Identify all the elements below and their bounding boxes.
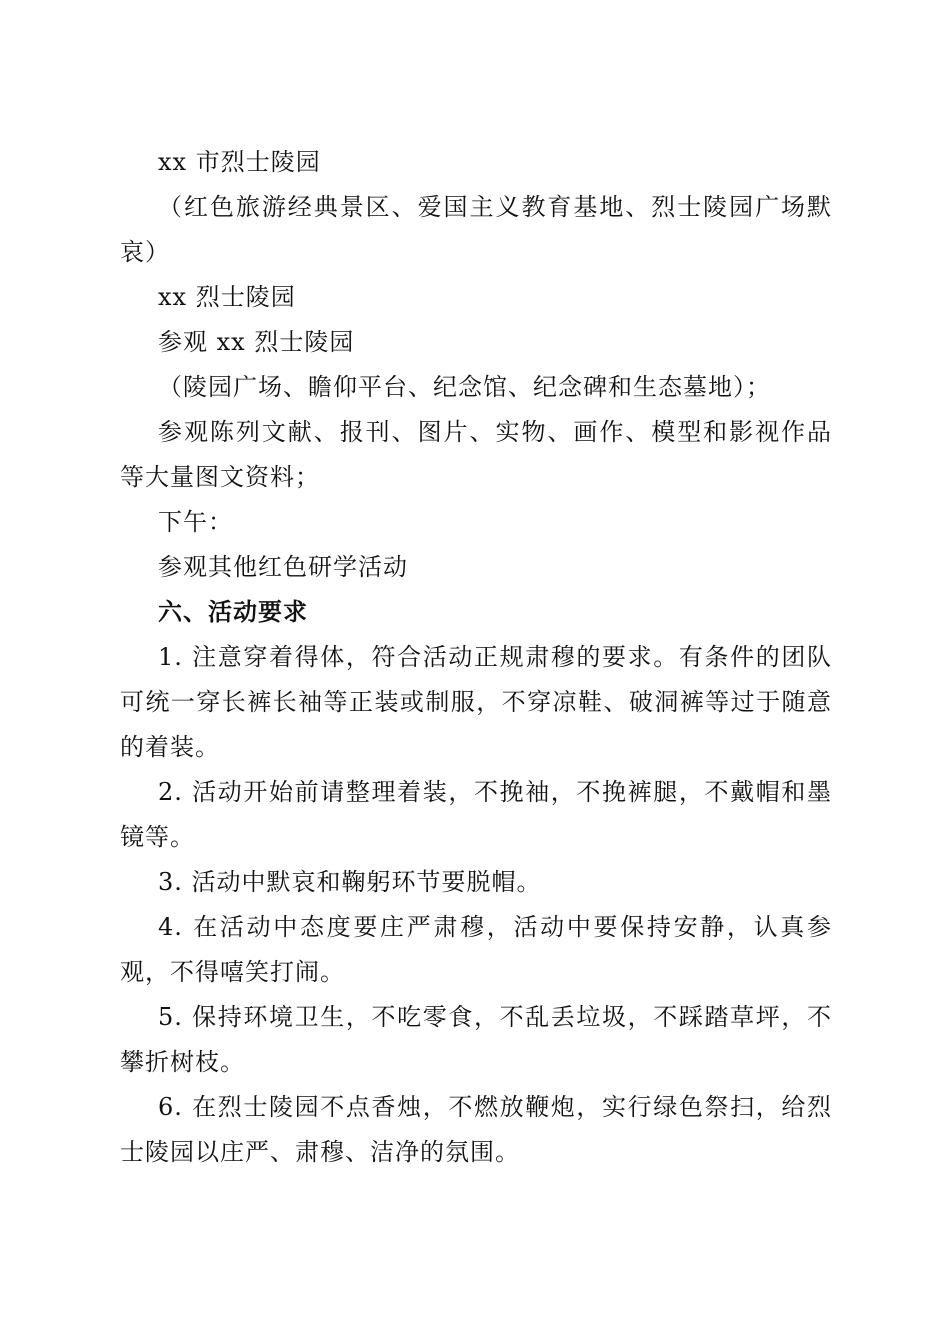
section-heading: 六、活动要求 <box>158 598 308 626</box>
requirement-item-4: 4. 在活动中态度要庄严肃穆，活动中要保持安静，认真参观，不得嘻笑打闹。 <box>120 913 832 986</box>
document-body <box>120 140 832 1175</box>
intro-line-other-activities: 参观其他红色研学活动 <box>158 553 408 581</box>
intro-line-exhibits: 参观陈列文献、报刊、图片、实物、画作、模型和影视作品等大量图文资料； <box>120 418 832 491</box>
requirement-item-3: 3. 活动中默哀和鞠躬环节要脱帽。 <box>158 868 542 896</box>
intro-line-visit: 参观 xx 烈士陵园 <box>158 328 355 356</box>
intro-line-afternoon: 下午： <box>158 508 233 536</box>
intro-line-visit-note: （陵园广场、瞻仰平台、纪念馆、纪念碑和生态墓地）； <box>158 373 771 401</box>
requirement-item-5: 5. 保持环境卫生，不吃零食，不乱丢垃圾，不踩踏草坪，不攀折树枝。 <box>120 1003 832 1076</box>
requirement-item-6: 6. 在烈士陵园不点香烛，不燃放鞭炮，实行绿色祭扫，给烈士陵园以庄严、肃穆、洁净的氛围。 <box>120 1093 832 1166</box>
intro-line-location: xx 市烈士陵园 <box>158 148 321 176</box>
intro-line-site: xx 烈士陵园 <box>158 283 296 311</box>
requirement-item-2: 2. 活动开始前请整理着装，不挽袖，不挽裤腿，不戴帽和墨镜等。 <box>120 778 832 851</box>
requirement-item-1: 1. 注意穿着得体，符合活动正规肃穆的要求。有条件的团队可统一穿长裤长袖等正装或制服，不穿凉鞋、破洞裤等过于随意的着装。 <box>120 643 832 761</box>
intro-line-location-note: （红色旅游经典景区、爱国主义教育基地、烈士陵园广场默哀） <box>120 193 832 266</box>
